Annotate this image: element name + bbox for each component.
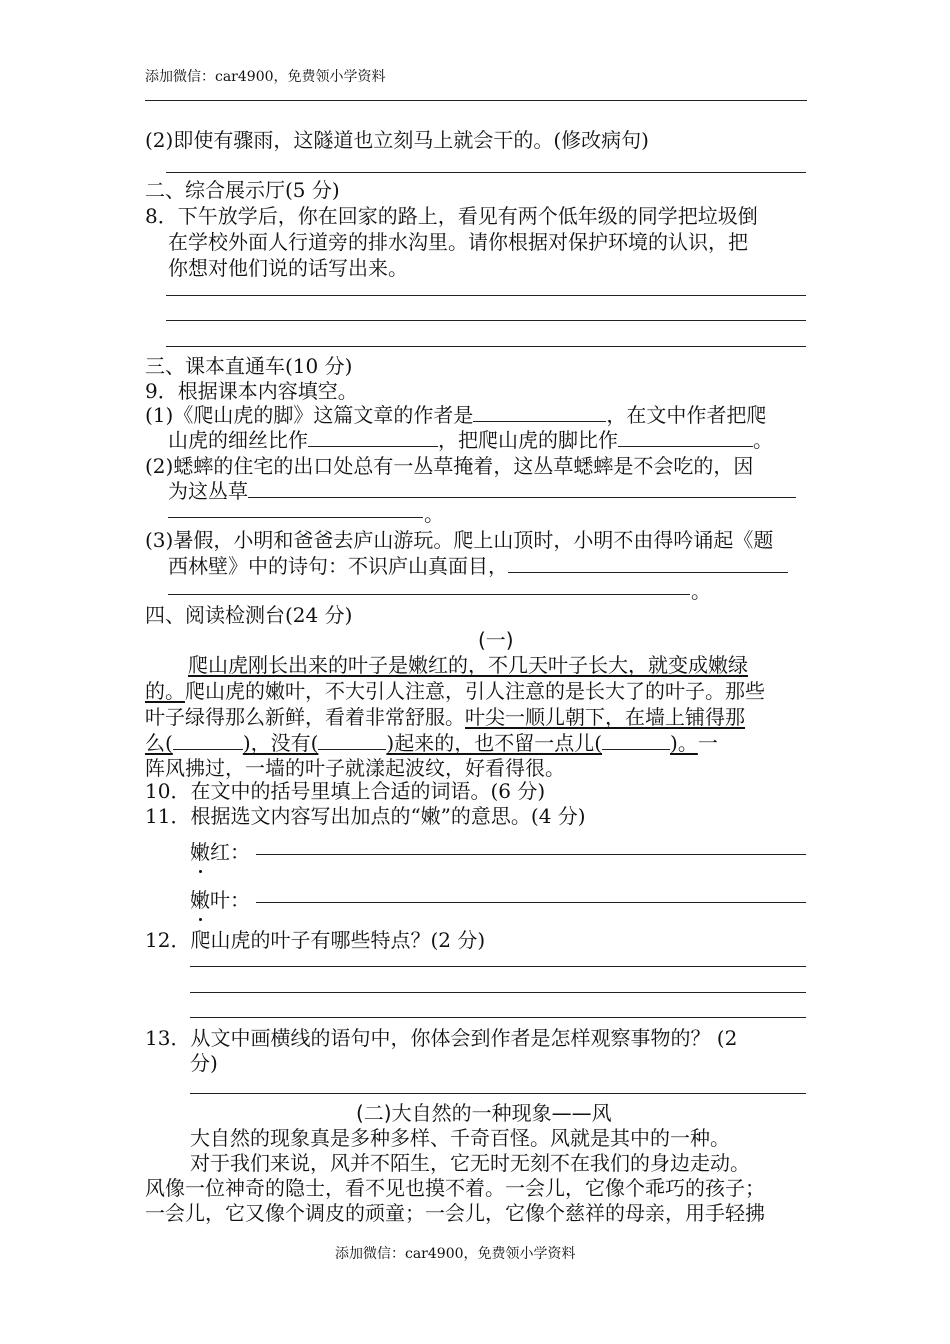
question-9-1-line-2: 山虎的细丝比作 ，把爬山虎的脚比作 。: [168, 428, 773, 452]
question-11-b: 嫩叶：: [190, 884, 250, 913]
period: 。: [691, 579, 711, 603]
question-12: 12．爬山虎的叶子有哪些特点？(2 分): [145, 928, 486, 952]
fill-blank[interactable]: [602, 731, 670, 750]
passage-1-line-4: 么( )，没有( )起来的，也不留一点儿( )。一: [145, 731, 718, 755]
fill-blank[interactable]: [168, 517, 423, 518]
passage-2-title: (二)大自然的一种现象——风: [356, 1101, 612, 1125]
page-header: 添加微信：car4900，免费领小学资料: [145, 69, 386, 85]
section-4-title: 四、阅读检测台(24 分): [145, 603, 353, 627]
answer-line[interactable]: [256, 902, 806, 903]
dotted-char: 嫩: [190, 836, 210, 865]
section-2-title: 二、综合展示厅(5 分): [145, 178, 340, 202]
passage-2-line-3: 风像一位神奇的隐士，看不见也摸不着。一会儿，它像个乖巧的孩子；: [145, 1176, 765, 1200]
answer-line[interactable]: [190, 992, 806, 993]
passage-1-title: (一): [478, 628, 514, 652]
answer-line[interactable]: [166, 295, 806, 296]
question-11: 11．根据选文内容写出加点的“嫩”的意思。(4 分): [145, 804, 586, 828]
header-divider: [145, 100, 807, 101]
fill-blank[interactable]: [618, 428, 753, 447]
passage-2-line-4: 一会儿，它又像个调皮的顽童；一会儿，它像个慈祥的母亲，用手轻拂: [145, 1201, 765, 1225]
period: 。: [424, 502, 444, 526]
passage-1-line-2: 的。爬山虎的嫩叶，不大引人注意，引人注意的是长大了的叶子。那些: [145, 679, 765, 703]
passage-2-line-1: 大自然的现象真是多种多样、千奇百怪。风就是其中的一种。: [190, 1126, 730, 1150]
fill-blank[interactable]: [168, 594, 690, 595]
answer-line[interactable]: [166, 346, 806, 347]
fill-blank[interactable]: [508, 554, 788, 573]
question-9: 9．根据课本内容填空。: [145, 379, 358, 403]
question-10: 10．在文中的括号里填上合适的词语。(6 分): [145, 779, 546, 803]
question-9-2-line-1: (2)蟋蟀的住宅的出口处总有一丛草掩着，这丛草蟋蟀是不会吃的，因: [145, 454, 754, 478]
passage-1-line-1: 爬山虎刚长出来的叶子是嫩红的，不几天叶子长大，就变成嫩绿: [188, 653, 748, 677]
section-3-title: 三、课本直通车(10 分): [145, 354, 353, 378]
dotted-char: 嫩: [190, 884, 210, 913]
question-7-2: (2)即使有骤雨，这隧道也立刻马上就会干的。(修改病句): [145, 128, 649, 152]
question-13-line-1: 13．从文中画横线的语句中，你体会到作者是怎样观察事物的？ (2: [145, 1026, 738, 1050]
passage-1-line-3: 叶子绿得那么新鲜，看着非常舒服。叶尖一顺儿朝下，在墙上铺得那: [145, 705, 745, 729]
question-13-line-2: 分): [190, 1051, 218, 1075]
answer-line[interactable]: [190, 966, 806, 967]
passage-2-line-2: 对于我们来说，风并不陌生，它无时无刻不在我们的身边走动。: [190, 1151, 750, 1175]
passage-1-line-5: 阵风拂过，一墙的叶子就漾起波纹，好看得很。: [145, 756, 565, 780]
fill-blank[interactable]: [173, 731, 243, 750]
fill-blank[interactable]: [248, 479, 796, 498]
question-9-3-line-2: 西林壁》中的诗句：不识庐山真面目，: [168, 550, 788, 579]
fill-blank[interactable]: [308, 428, 438, 447]
question-8-line-1: 8．下午放学后，你在回家的路上，看见有两个低年级的同学把垃圾倒: [145, 204, 758, 228]
fill-blank[interactable]: [473, 403, 606, 422]
answer-line[interactable]: [166, 320, 806, 321]
fill-blank[interactable]: [318, 731, 386, 750]
answer-line[interactable]: [190, 1017, 806, 1018]
page-footer: 添加微信：car4900，免费领小学资料: [335, 1246, 576, 1262]
question-9-3-line-1: (3)暑假，小明和爸爸去庐山游玩。爬上山顶时，小明不由得吟诵起《题: [145, 528, 774, 552]
question-8-line-2: 在学校外面人行道旁的排水沟里。请你根据对保护环境的认识，把: [168, 230, 748, 254]
answer-line[interactable]: [166, 172, 806, 173]
answer-line[interactable]: [190, 1093, 806, 1094]
answer-line[interactable]: [256, 854, 806, 855]
question-11-a: 嫩红：: [190, 836, 250, 865]
question-8-line-3: 你想对他们说的话写出来。: [168, 256, 408, 280]
question-9-1-line-1: (1)《爬山虎的脚》这篇文章的作者是 ，在文中作者把爬: [145, 403, 767, 427]
question-9-2-line-2: 为这丛草: [168, 475, 796, 504]
